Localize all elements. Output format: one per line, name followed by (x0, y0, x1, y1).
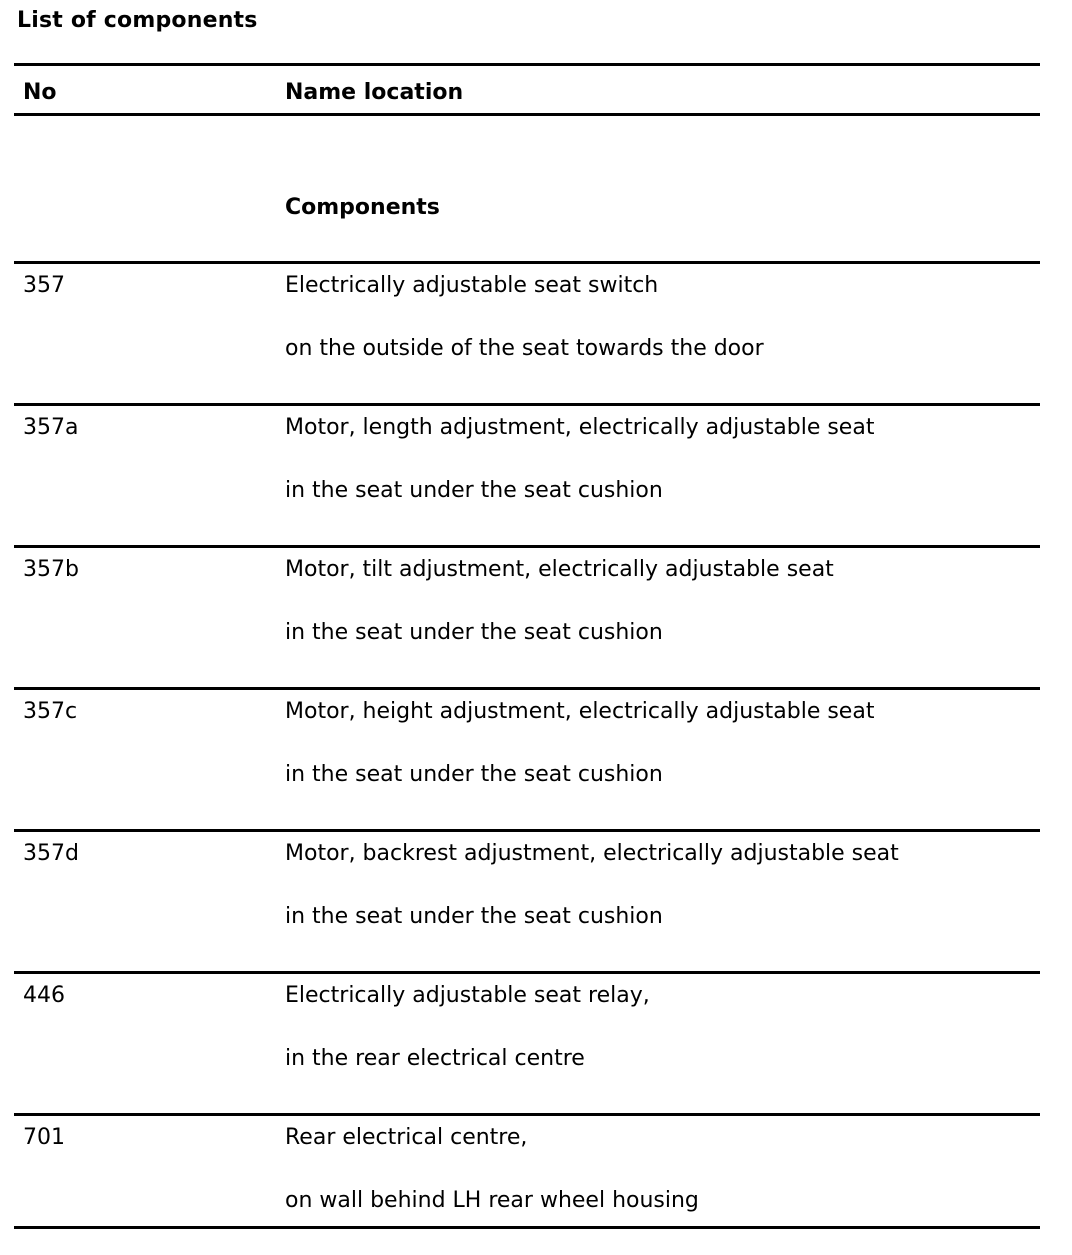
component-number: 357b (23, 557, 79, 582)
table-row (14, 1113, 1040, 1255)
component-name: Electrically adjustable seat relay, (285, 983, 650, 1008)
component-number: 357c (23, 699, 78, 724)
component-location: in the seat under the seat cushion (285, 904, 663, 929)
component-name: Electrically adjustable seat switch (285, 273, 659, 298)
table-row (14, 687, 1040, 829)
row-divider (14, 1113, 1040, 1116)
component-number: 357a (23, 415, 79, 440)
table-row (14, 971, 1040, 1113)
table-bottom-rule (14, 1226, 1040, 1229)
table-row (14, 261, 1040, 403)
component-number: 701 (23, 1125, 65, 1150)
component-name: Motor, height adjustment, electrically adjustable seat (285, 699, 875, 724)
component-location: on wall behind LH rear wheel housing (285, 1188, 699, 1213)
table-row (14, 545, 1040, 687)
row-divider (14, 829, 1040, 832)
row-divider (14, 687, 1040, 690)
table-row (14, 829, 1040, 971)
component-number: 357 (23, 273, 65, 298)
table-top-rule (14, 63, 1040, 66)
component-location: in the seat under the seat cushion (285, 620, 663, 645)
row-divider (14, 971, 1040, 974)
component-name: Motor, tilt adjustment, electrically adjustable seat (285, 557, 834, 582)
component-number: 357d (23, 841, 79, 866)
component-location: in the rear electrical centre (285, 1046, 585, 1071)
row-divider (14, 261, 1040, 264)
header-bottom-rule (14, 113, 1040, 116)
column-header-no: No (23, 80, 57, 105)
component-name: Rear electrical centre, (285, 1125, 528, 1150)
page-title: List of components (17, 8, 258, 33)
component-location: in the seat under the seat cushion (285, 762, 663, 787)
column-header-name-location: Name location (285, 80, 464, 105)
row-divider (14, 545, 1040, 548)
section-label: Components (285, 195, 440, 220)
table-row (14, 403, 1040, 545)
component-name: Motor, length adjustment, electrically adjustable seat (285, 415, 875, 440)
component-number: 446 (23, 983, 65, 1008)
component-location: in the seat under the seat cushion (285, 478, 663, 503)
component-location: on the outside of the seat towards the door (285, 336, 764, 361)
component-name: Motor, backrest adjustment, electrically adjustable seat (285, 841, 899, 866)
row-divider (14, 403, 1040, 406)
